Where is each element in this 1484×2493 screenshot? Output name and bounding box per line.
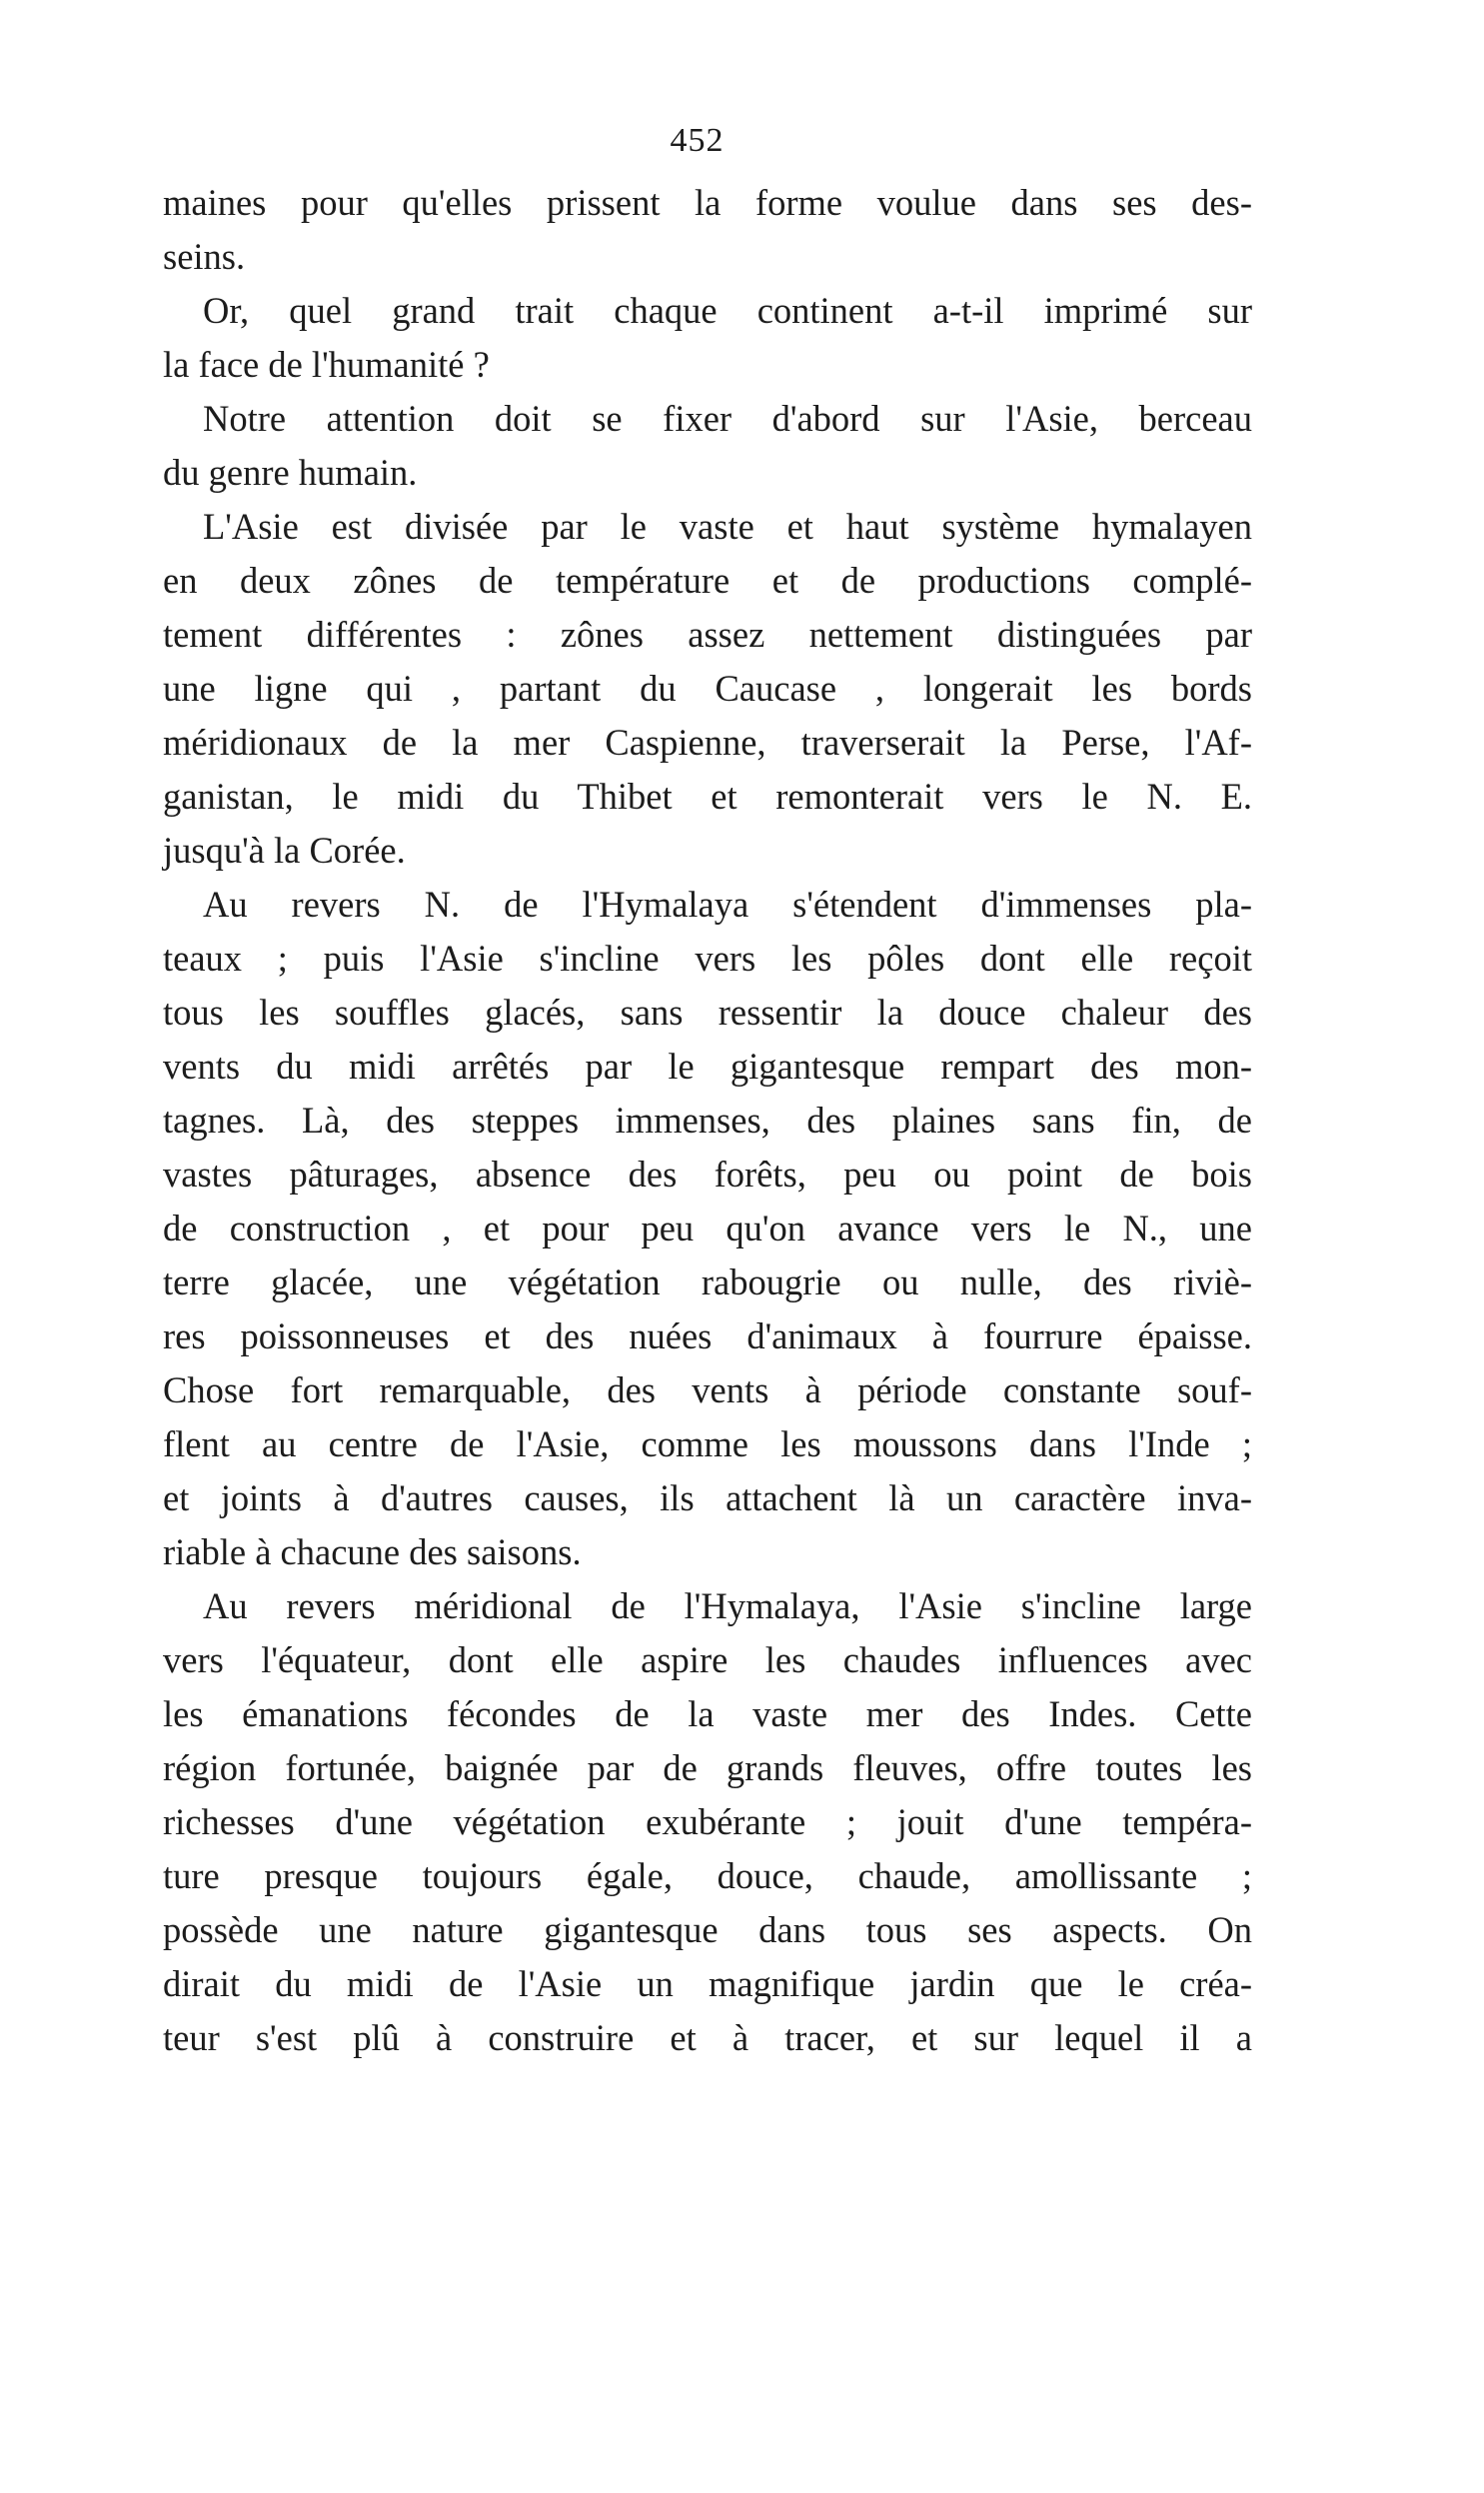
text-line: L'Asie est divisée par le vaste et haut système hymalayen xyxy=(203,506,1252,547)
text-line: Notre attention doit se fixer d'abord sur l'Asie, berceau xyxy=(203,398,1252,439)
text-line: Chose fort remarquable, des vents à période constante souf- xyxy=(163,1369,1252,1410)
text-line: région fortunée, baignée par de grands fleuves, offre toutes les xyxy=(163,1747,1252,1788)
page-number: 452 xyxy=(670,122,725,159)
text-line: tous les souffles glacés, sans ressentir la douce chaleur des xyxy=(163,992,1252,1033)
text-line: teaux ; puis l'Asie s'incline vers les pôles dont elle reçoit xyxy=(163,938,1252,979)
text-line: maines pour qu'elles prissent la forme voulue dans ses des- xyxy=(163,182,1252,223)
text-line: vers l'équateur, dont elle aspire les chaudes influences avec xyxy=(163,1639,1252,1680)
text-line: Au revers N. de l'Hymalaya s'étendent d'immenses pla- xyxy=(203,884,1252,925)
text-line: vastes pâturages, absence des forêts, peu ou point de bois xyxy=(163,1154,1252,1195)
text-line: terre glacée, une végétation rabougrie ou nulle, des riviè- xyxy=(163,1261,1252,1302)
text-line: Au revers méridional de l'Hymalaya, l'Asie s'incline large xyxy=(203,1585,1252,1626)
text-line: riable à chacune des saisons. xyxy=(163,1531,582,1572)
paragraph xyxy=(163,500,1252,878)
paragraph xyxy=(163,878,1252,1579)
text-line: richesses d'une végétation exubérante ; jouit d'une tempéra- xyxy=(163,1801,1252,1842)
text-line: flent au centre de l'Asie, comme les moussons dans l'Inde ; xyxy=(163,1423,1252,1464)
paragraph xyxy=(163,176,1252,284)
text-line: vents du midi arrêtés par le gigantesque rempart des mon- xyxy=(163,1046,1252,1087)
text-line: tagnes. Là, des steppes immenses, des plaines sans fin, de xyxy=(163,1100,1252,1141)
text-line: ture presque toujours égale, douce, chaude, amollissante ; xyxy=(163,1855,1252,1896)
text-line: res poissonneuses et des nuées d'animaux à fourrure épaisse. xyxy=(163,1315,1252,1356)
text-line: une ligne qui , partant du Caucase , longerait les bords xyxy=(163,668,1252,709)
text-line: dirait du midi de l'Asie un magnifique jardin que le créa- xyxy=(163,1963,1252,2004)
text-line: possède une nature gigantesque dans tous ses aspects. On xyxy=(163,1909,1252,1950)
text-line: en deux zônes de température et de productions complé- xyxy=(163,560,1252,601)
text-line: les émanations fécondes de la vaste mer des Indes. Cette xyxy=(163,1693,1252,1734)
paragraph xyxy=(163,1579,1252,2065)
text-line: la face de l'humanité ? xyxy=(163,344,490,385)
text-line: teur s'est plû à construire et à tracer, et sur lequel il a xyxy=(163,2017,1252,2058)
text-line: Or, quel grand trait chaque continent a-t-il imprimé sur xyxy=(203,290,1252,331)
text-line: jusqu'à la Corée. xyxy=(163,830,406,871)
text-line: et joints à d'autres causes, ils attachent là un caractère inva- xyxy=(163,1477,1252,1518)
text-line: de construction , et pour peu qu'on avance vers le N., une xyxy=(163,1208,1252,1248)
text-line: ganistan, le midi du Thibet et remonterait vers le N. E. xyxy=(163,776,1252,817)
body-text xyxy=(163,176,1252,2065)
paragraph xyxy=(163,284,1252,392)
text-line: méridionaux de la mer Caspienne, traverserait la Perse, l'Af- xyxy=(163,722,1252,763)
text-line: tement différentes : zônes assez nettement distinguées par xyxy=(163,614,1252,655)
paragraph xyxy=(163,392,1252,500)
text-line: seins. xyxy=(163,236,246,277)
text-line: du genre humain. xyxy=(163,452,418,493)
